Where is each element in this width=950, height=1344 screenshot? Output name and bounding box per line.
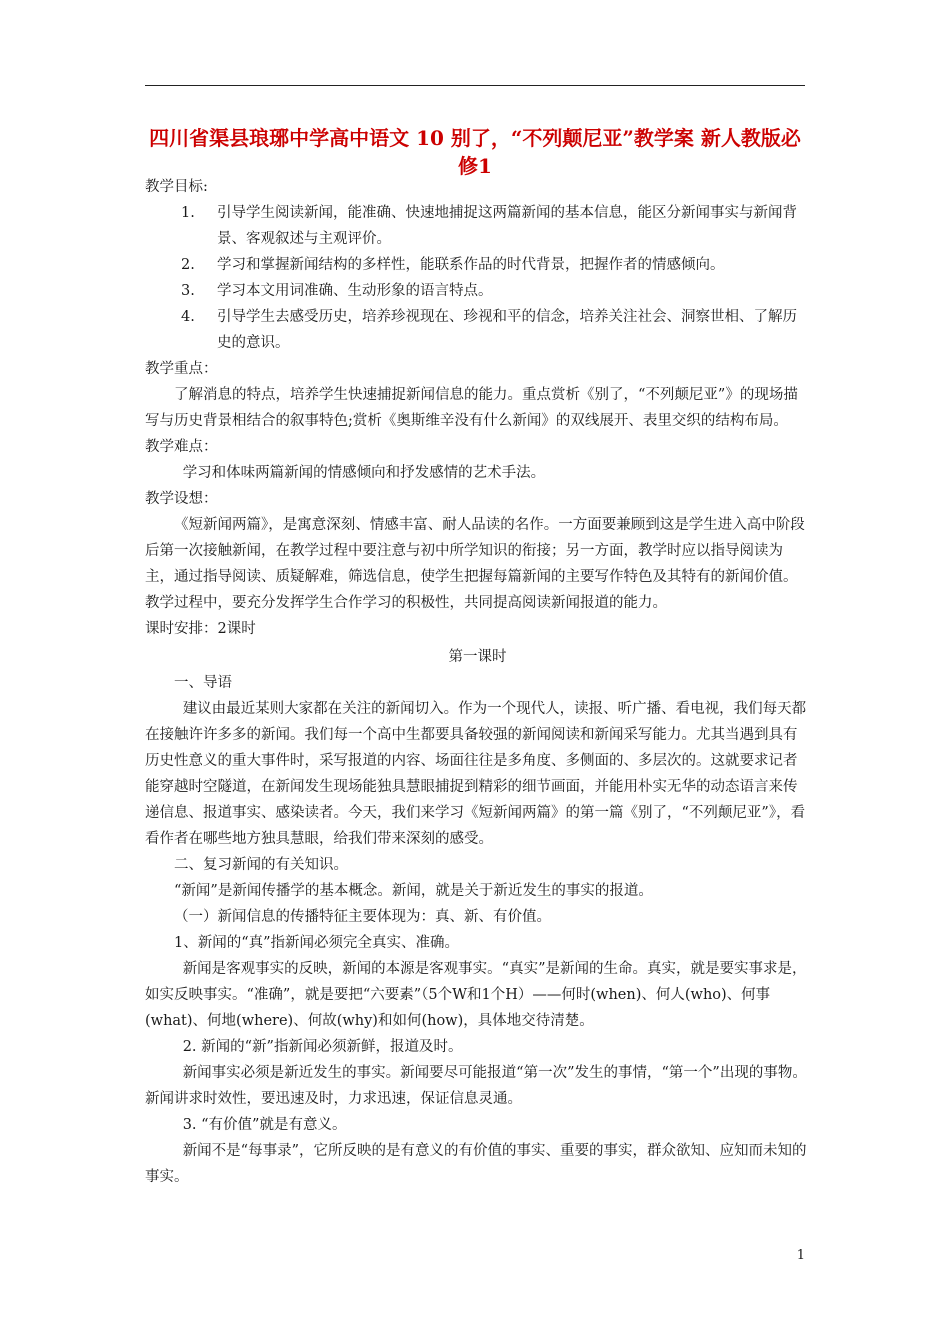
truth-heading: 1、新闻的“真”指新闻必须完全真实、准确。 [174, 935, 460, 951]
goals-heading: 教学目标: [145, 179, 208, 195]
goal-text: 学习本文用词准确、生动形象的语言特点。 [217, 283, 493, 299]
new-heading: 2. 新闻的“新”指新闻必须新鲜，报道及时。 [182, 1039, 463, 1055]
design-heading: 教学设想： [145, 491, 218, 507]
goal-text: 引导学生去感受历史，培养珍视现在、珍视和平的信念，培养关注社会、洞察世相、了解历史的意识。 [217, 309, 797, 351]
intro-text: 建议由最近某则大家都在关注的新闻切入。作为一个现代人，读报、听广播、看电视，我们每天都在接触许许多多的新闻。我们每一个高中生都要具备较强的新闻阅读和新闻采写能力。尤其当遇到具有历史性意义的重大事件时，采写报道的内容、场面往往是多角度、多侧面的、多层次的。这就要求记者能穿越时空隧道，在新闻发生现场能独具慧眼捕捉到精彩的细节画面，并能用朴实无华的动态语言来传递信息、报道事实、感染读者。今天，我们来学习《短新闻两篇》的第一篇《别了，“不列颠尼亚”》，看看作者在哪些地方独具慧眼，给我们带来深刻的感受。 [145, 701, 807, 847]
review-heading: 二、复习新闻的有关知识。 [174, 857, 348, 873]
goal-item [181, 252, 810, 278]
design-text: 《短新闻两篇》，是寓意深刻、情感丰富、耐人品读的名作。一方面要兼顾到这是学生进入高中阶段后第一次接触新闻，在教学过程中要注意与初中所学知识的衔接；另一方面，教学时应以指导阅读为主，通过指导阅读、质疑解难，筛选信息，使学生把握每篇新闻的主要写作特色及其特有的新闻价值。教学过程中，要充分发挥学生合作学习的积极性，共同提高阅读新闻报道的能力。 [145, 517, 805, 611]
news-definition: “新闻”是新闻传播学的基本概念。新闻，就是关于新近发生的事实的报道。 [174, 883, 653, 899]
key-points-heading: 教学重点： [145, 361, 218, 377]
goal-item [181, 278, 810, 304]
intro-heading: 一、导语 [174, 675, 232, 691]
key-points-text: 了解消息的特点，培养学生快速捕捉新闻信息的能力。重点赏析《别了，“不列颠尼亚”》的现场描写与历史背景相结合的叙事特色;赏析《奥斯维辛没有什么新闻》的双线展开、表里交织的结构布局。 [145, 387, 798, 429]
goal-number: 2. [181, 257, 195, 273]
goal-text: 学习和掌握新闻结构的多样性，能联系作品的时代背景，把握作者的情感倾向。 [217, 257, 725, 273]
new-text: 新闻事实必须是新近发生的事实。新闻要尽可能报道“第一次”发生的事情，“第一个”出现的事物。新闻讲求时效性，要迅速及时，力求迅速，保证信息灵通。 [145, 1065, 807, 1107]
document-title: 四川省渠县琅琊中学高中语文 10 别了，“不列颠尼亚”教学案 新人教版必修1 [149, 126, 801, 178]
schedule-text: 课时安排：2课时 [145, 621, 256, 637]
goal-number: 3. [181, 283, 195, 299]
document-body [145, 174, 810, 1190]
value-heading: 3. “有价值”就是有意义。 [182, 1117, 347, 1133]
value-text: 新闻不是“每事录”，它所反映的是有意义的有价值的事实、重要的事实，群众欲知、应知而未知的事实。 [145, 1143, 807, 1185]
page-number: 1 [796, 1248, 805, 1263]
difficulties-heading: 教学难点： [145, 439, 218, 455]
goals-list [145, 200, 810, 356]
truth-text: 新闻是客观事实的反映，新闻的本源是客观事实。“真实”是新闻的生命。真实，就是要实事求是，如实反映事实。“准确”，就是要把“六要素”（5个W和1个H）——何时(when)、何人(who)、何事(what)、何地(where)、何故(why)和如何(how)，具体地交待清楚。 [145, 961, 807, 1029]
goal-number: 4. [181, 309, 195, 325]
header-rule [145, 85, 805, 86]
difficulties-text: 学习和体味两篇新闻的情感倾向和抒发感情的艺术手法。 [182, 465, 546, 481]
lesson-title: 第一课时 [448, 649, 507, 665]
goal-number: 1. [181, 205, 195, 221]
goal-item [181, 304, 810, 356]
features-heading: （一）新闻信息的传播特征主要体现为：真、新、有价值。 [174, 909, 551, 925]
goal-text: 引导学生阅读新闻，能准确、快速地捕捉这两篇新闻的基本信息，能区分新闻事实与新闻背景、客观叙述与主观评价。 [217, 205, 797, 247]
goal-item [181, 200, 810, 252]
